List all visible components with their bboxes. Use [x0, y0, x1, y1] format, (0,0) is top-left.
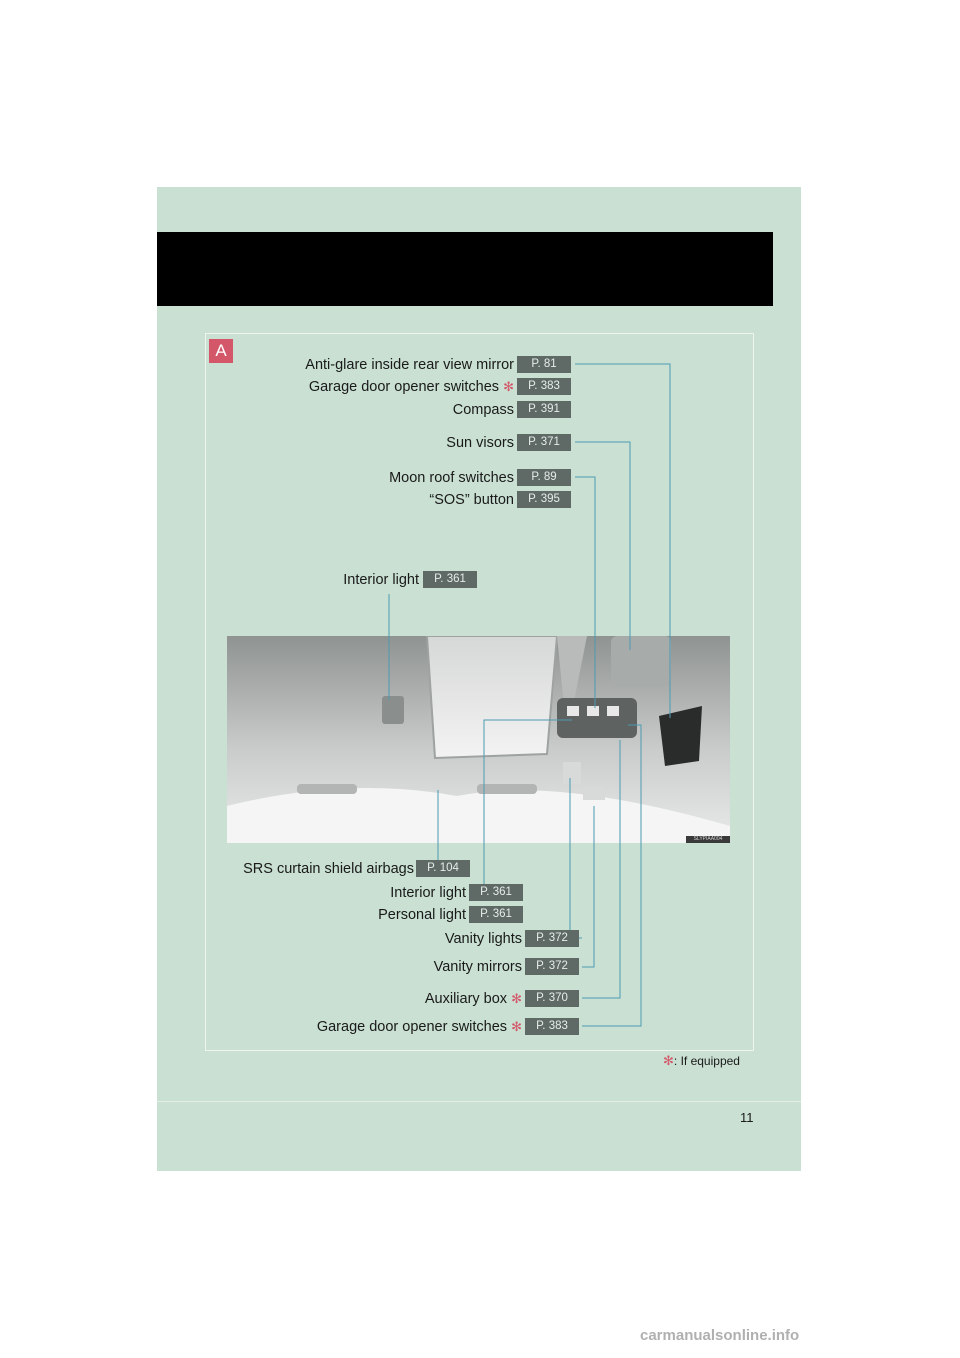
callout-label: Moon roof switches [389, 470, 514, 486]
callout-label: “SOS” button [429, 492, 514, 508]
page-ref-link[interactable]: P. 370 [525, 990, 579, 1007]
page-ref-link[interactable]: P. 361 [423, 571, 477, 588]
optional-star-icon: ✻ [511, 1019, 522, 1034]
callout-label: Vanity mirrors [433, 959, 522, 975]
callout-label: Personal light [378, 907, 466, 923]
page-ref-link[interactable]: P. 395 [517, 491, 571, 508]
callout-label: Interior light [343, 572, 419, 588]
page-ref-link[interactable]: P. 361 [469, 906, 523, 923]
page-ref-link[interactable]: P. 81 [517, 356, 571, 373]
callout-label: Interior light [390, 885, 466, 901]
page-ref-link[interactable]: P. 104 [416, 860, 470, 877]
page-ref-link[interactable]: P. 391 [517, 401, 571, 418]
legend-note: ✻: If equipped [663, 1053, 740, 1068]
page-ref-link[interactable]: P. 89 [517, 469, 571, 486]
image-code: SLYPIAA004 [686, 836, 730, 843]
page-number: 11 [740, 1110, 754, 1125]
callout-label: Compass [452, 402, 514, 418]
optional-star-icon: ✻ [511, 991, 522, 1006]
callout-label: Vanity lights [444, 931, 522, 947]
page-ref-link[interactable]: P. 371 [517, 434, 571, 451]
page-ref-link[interactable]: P. 383 [517, 378, 571, 395]
callout-label: Auxiliary box ✻ [424, 991, 522, 1007]
page-ref-link[interactable]: P. 372 [525, 958, 579, 975]
callout-label: Sun visors [446, 435, 514, 451]
footer-divider [157, 1101, 801, 1102]
page-ref-link[interactable]: P. 361 [469, 884, 523, 901]
page-ref-link[interactable]: P. 383 [525, 1018, 579, 1035]
callout-label: Garage door opener switches ✻ [316, 1019, 522, 1035]
optional-star-icon: ✻ [663, 1053, 674, 1068]
watermark: carmanualsonline.info [640, 1327, 800, 1344]
page-ref-link[interactable]: P. 372 [525, 930, 579, 947]
optional-star-icon: ✻ [503, 379, 514, 394]
section-badge: A [209, 339, 233, 363]
callout-label: Anti-glare inside rear view mirror [305, 357, 514, 373]
callout-label: Garage door opener switches ✻ [308, 379, 514, 395]
callout-label: SRS curtain shield airbags [243, 861, 414, 877]
